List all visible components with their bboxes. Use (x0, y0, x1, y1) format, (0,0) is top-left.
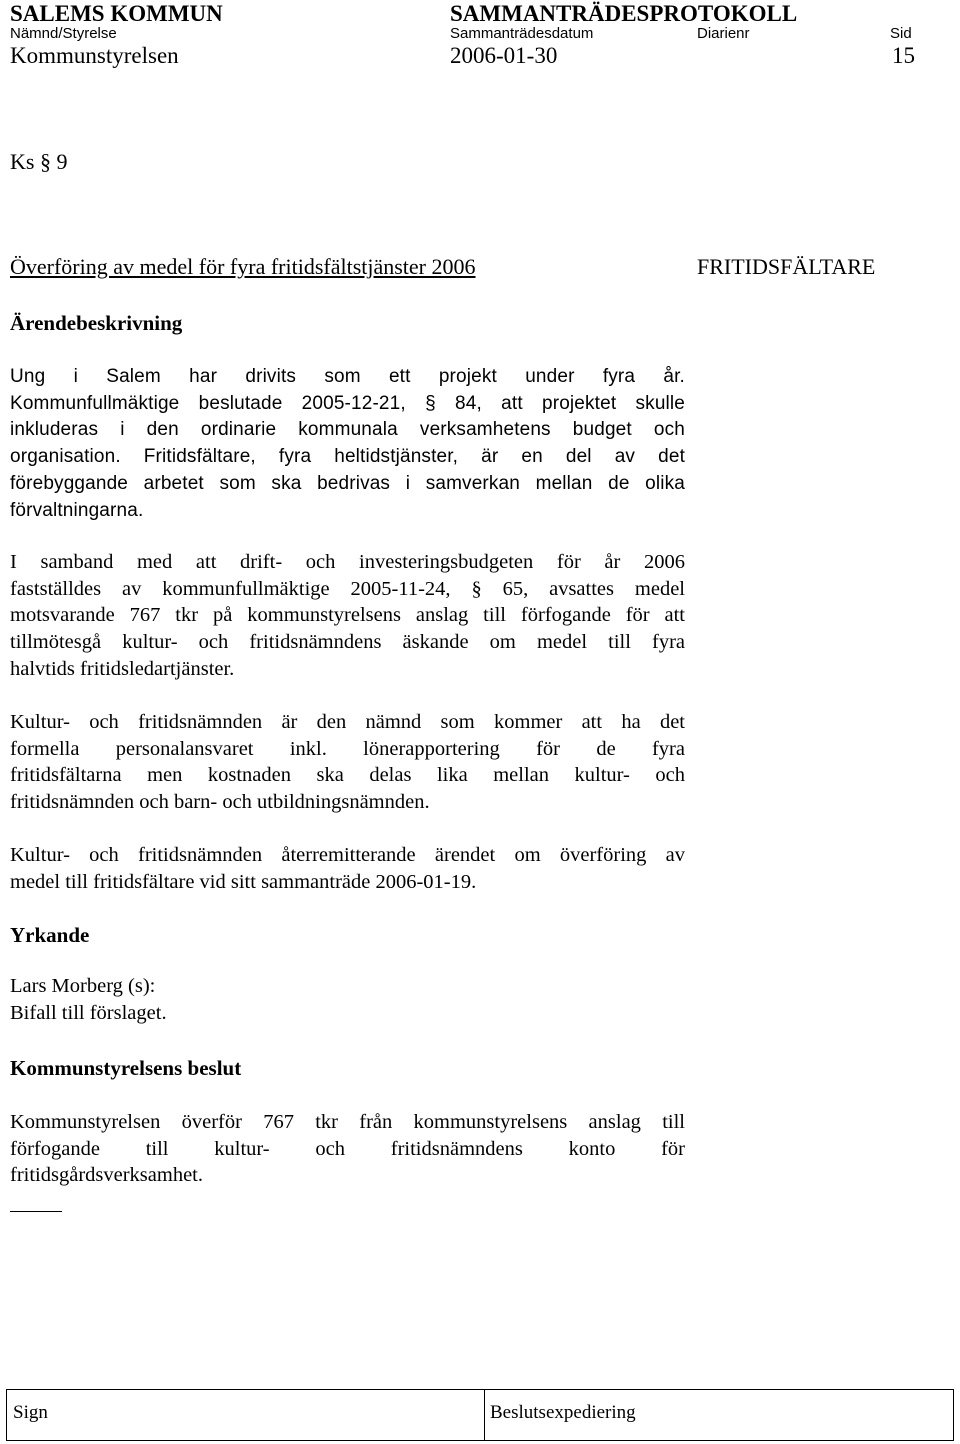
paragraph-line: medel till fritidsfältare vid sitt sammanträde 2006-01-19. (10, 870, 477, 893)
decision-heading: Kommunstyrelsens beslut (10, 1056, 242, 1080)
paragraph-line: förfogande till kultur- och fritidsnämndens konto för (10, 1137, 685, 1160)
end-rule (10, 1211, 62, 1212)
paragraph-line: fritidsgårdsverksamhet. (10, 1164, 203, 1187)
paragraph-line: organisation. Fritidsfältare, fyra heltidstjänster, är en del av det (10, 446, 685, 468)
paragraph-line: tillmötesgå kultur- och fritidsnämndens äskande om medel till fyra (10, 631, 685, 654)
paragraph-line: fritidsfältarna men kostnaden ska delas lika mellan kultur- och (10, 764, 685, 787)
matter-keyword: FRITIDSFÄLTARE (697, 254, 876, 279)
motion-heading: Yrkande (10, 923, 90, 947)
document-type: SAMMANTRÄDESPROTOKOLL (450, 1, 798, 26)
paragraph-line: I samband med att drift- och investeringsbudgeten för år 2006 (10, 551, 685, 573)
signature-box (6, 1389, 954, 1441)
motion-text: Bifall till förslaget. (10, 1002, 167, 1024)
signature-box-divider (484, 1390, 485, 1440)
matter-title: Överföring av medel för fyra fritidsfältstjänster 2006 (10, 254, 476, 279)
staff-responsibility-paragraph (10, 709, 685, 816)
paragraph-line: halvtids fritidsledartjänster. (10, 657, 235, 680)
sign-label: Sign (13, 1402, 48, 1423)
dispatch-label: Beslutsexpediering (490, 1402, 636, 1423)
page-label: Sid (890, 25, 912, 42)
section-number: Ks § 9 (10, 149, 68, 174)
paragraph-line: förvaltningarna. (10, 499, 144, 521)
paragraph-line: Kultur- och fritidsnämnden återremitterande ärendet om överföring av (10, 844, 685, 866)
meeting-date-label: Sammanträdesdatum (450, 25, 594, 42)
paragraph-line: fastställdes av kommunfullmäktige 2005-11-24, § 65, avsattes medel (10, 577, 685, 600)
paragraph-line: fritidsnämnden och barn- och utbildningsnämnden. (10, 791, 430, 814)
paragraph-line: motsvarande 767 tkr på kommunstyrelsens anslag till förfogande för att (10, 604, 685, 627)
paragraph-line: inkluderas i den ordinarie kommunala verksamhetens budget och (10, 419, 685, 441)
page-number: 15 (892, 43, 915, 68)
budget-paragraph (10, 549, 685, 683)
motion-speaker: Lars Morberg (s): (10, 975, 156, 997)
registration-number-label: Diarienr (697, 25, 750, 42)
committee-value: Kommunstyrelsen (10, 43, 179, 68)
paragraph-line: Kommunfullmäktige beslutade 2005-12-21, § 84, att projektet skulle (10, 392, 685, 414)
paragraph-line: formella personalansvaret inkl. lönerapportering för de fyra (10, 737, 685, 760)
organization-name: SALEMS KOMMUN (10, 1, 223, 26)
meeting-date-value: 2006-01-30 (450, 43, 558, 68)
paragraph-line: Kommunstyrelsen överför 767 tkr från kommunstyrelsens anslag till (10, 1111, 685, 1133)
paragraph-line: Ung i Salem har drivits som ett projekt under fyra år. (10, 366, 685, 387)
referral-paragraph (10, 842, 685, 895)
case-description-paragraph (10, 364, 685, 524)
paragraph-line: förebyggande arbetet som ska bedrivas i samverkan mellan de olika (10, 472, 685, 494)
committee-label: Nämnd/Styrelse (10, 25, 117, 42)
paragraph-line: Kultur- och fritidsnämnden är den nämnd som kommer att ha det (10, 711, 685, 733)
decision-paragraph (10, 1109, 685, 1189)
case-description-heading: Ärendebeskrivning (10, 311, 183, 335)
